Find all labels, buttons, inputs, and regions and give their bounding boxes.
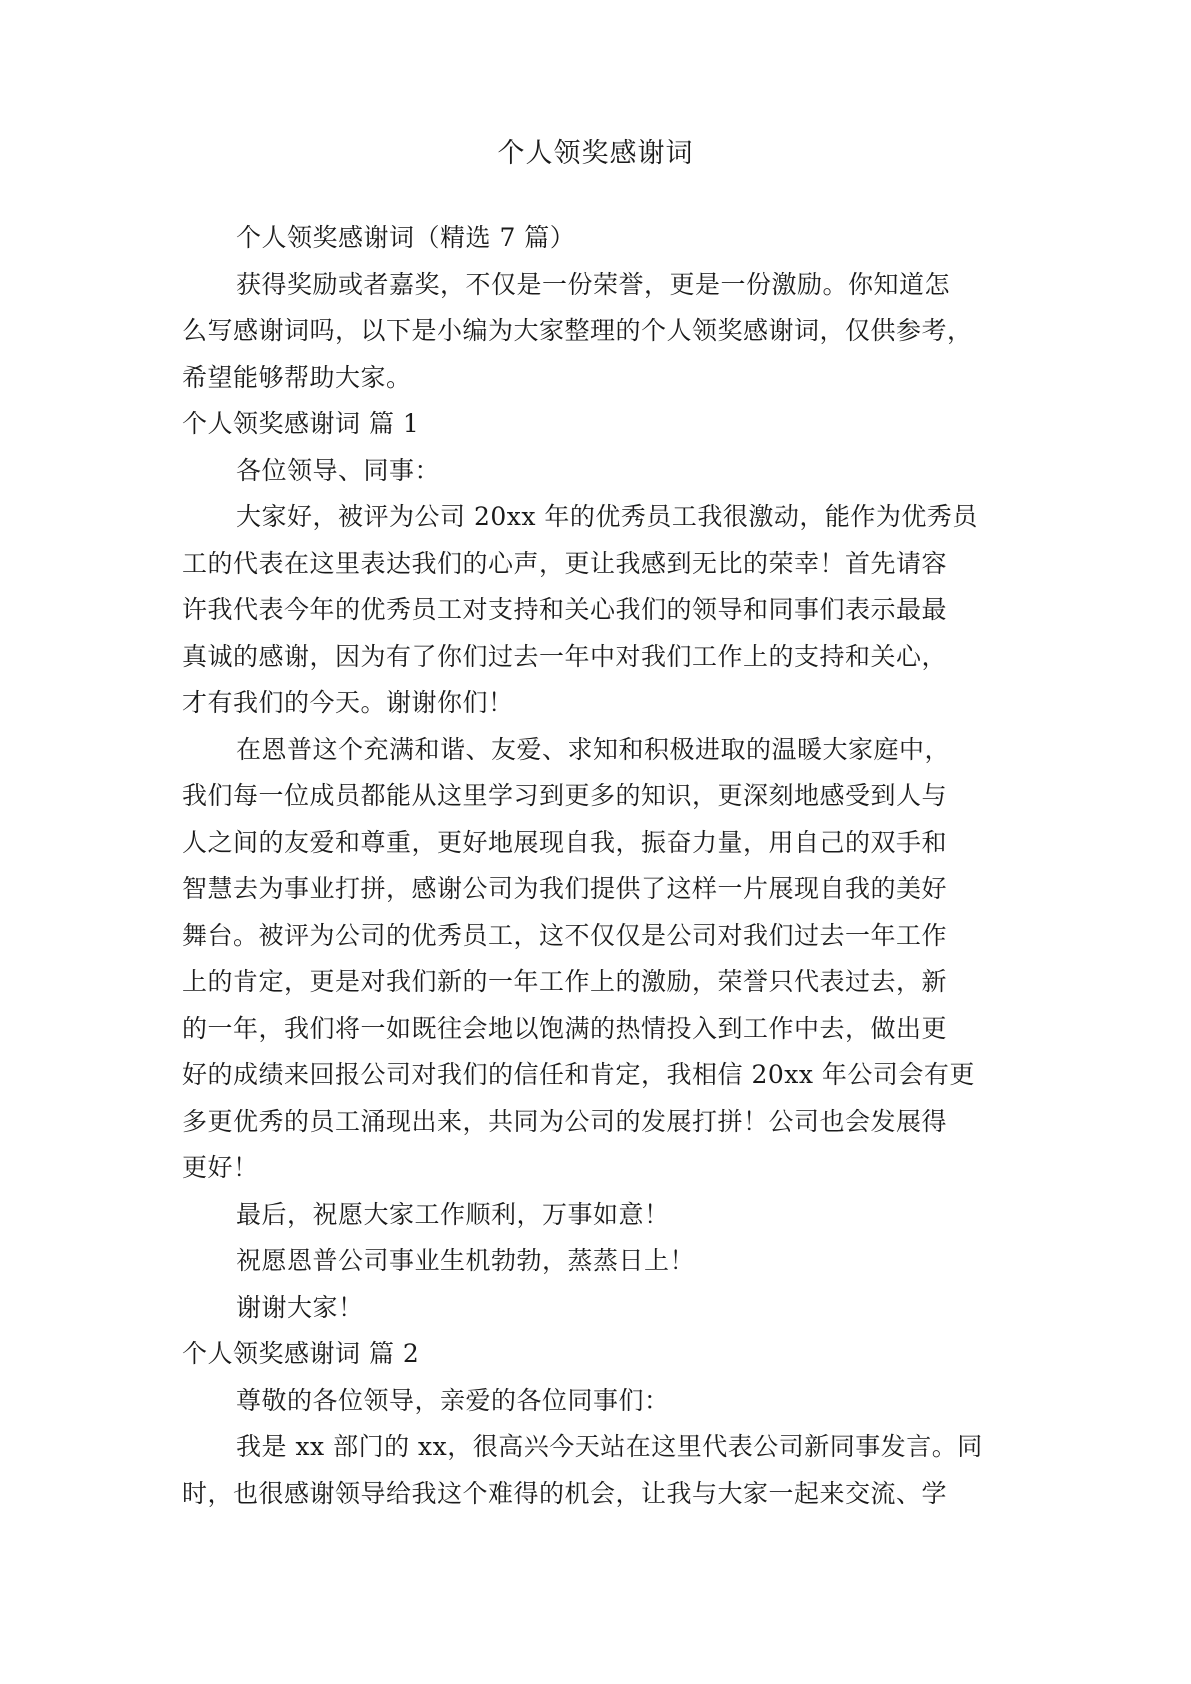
text-line: 各位领导、同事： (236, 455, 441, 485)
text-line: 尊敬的各位领导，亲爱的各位同事们： (236, 1385, 670, 1415)
text-line: 好的成绩来回报公司对我们的信任和肯定，我相信 20xx 年公司会有更 (182, 1060, 975, 1089)
text-line: 更好！ (182, 1153, 259, 1182)
text-line: 我们每一位成员都能从这里学习到更多的知识，更深刻地感受到人与 (182, 781, 948, 810)
text-line: 舞台。被评为公司的优秀员工，这不仅仅是公司对我们过去一年工作 (182, 920, 948, 950)
text-line: 多更优秀的员工涌现出来，共同为公司的发展打拼！公司也会发展得 (182, 1106, 948, 1136)
text-line: 我是 xx 部门的 xx，很高兴今天站在这里代表公司新同事发言。同 (236, 1432, 983, 1461)
text-line: 祝愿恩普公司事业生机勃勃，蒸蒸日上！ (236, 1246, 696, 1275)
text-line: 才有我们的今天。谢谢你们！ (182, 688, 514, 717)
text-line: 个人领奖感谢词 篇 1 (182, 409, 420, 438)
text-line: 个人领奖感谢词（精选 7 篇） (236, 223, 576, 252)
text-line: 获得奖励或者嘉奖，不仅是一份荣誉，更是一份激励。你知道怎 (236, 269, 951, 299)
document-body (182, 215, 1010, 1517)
text-line: 谢谢大家！ (236, 1292, 364, 1322)
text-line: 上的肯定，更是对我们新的一年工作上的激励，荣誉只代表过去，新 (182, 967, 948, 996)
text-line: 时，也很感谢领导给我这个难得的机会，让我与大家一起来交流、学 (182, 1478, 948, 1508)
text-line: 许我代表今年的优秀员工对支持和关心我们的领导和同事们表示最最 (182, 595, 948, 624)
text-line: 希望能够帮助大家。 (182, 362, 412, 392)
text-line: 个人领奖感谢词 篇 2 (182, 1339, 420, 1368)
text-line: 在恩普这个充满和谐、友爱、求知和积极进取的温暖大家庭中， (236, 734, 951, 764)
text-line: 智慧去为事业打拼，感谢公司为我们提供了这样一片展现自我的美好 (182, 874, 948, 903)
text-line: 真诚的感谢，因为有了你们过去一年中对我们工作上的支持和关心， (182, 641, 948, 671)
text-line: 大家好，被评为公司 20xx 年的优秀员工我很激动，能作为优秀员 (236, 502, 978, 531)
text-line: 最后，祝愿大家工作顺利，万事如意！ (236, 1199, 670, 1229)
text-line: 人之间的友爱和尊重，更好地展现自我，振奋力量，用自己的双手和 (182, 827, 948, 857)
text-line: 工的代表在这里表达我们的心声，更让我感到无比的荣幸！首先请容 (182, 548, 948, 578)
text-line: 的一年，我们将一如既往会地以饱满的热情投入到工作中去，做出更 (182, 1013, 948, 1043)
document-title: 个人领奖感谢词 (497, 138, 694, 169)
text-line: 么写感谢词吗，以下是小编为大家整理的个人领奖感谢词，仅供参考， (182, 316, 973, 345)
